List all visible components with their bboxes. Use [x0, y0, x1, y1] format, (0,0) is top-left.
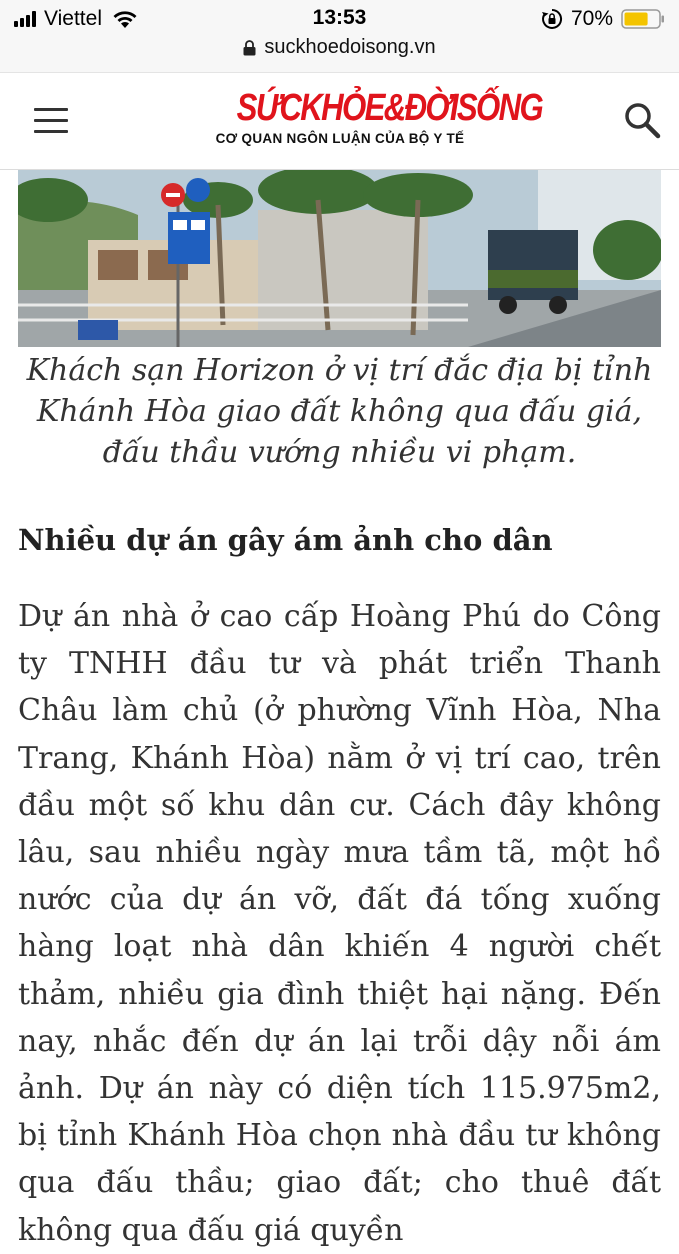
article-subheading: Nhiều dự án gây ám ảnh cho dân — [18, 523, 553, 557]
battery-percent: 70% — [570, 7, 613, 30]
padlock-icon — [243, 40, 256, 56]
address-bar[interactable] — [0, 36, 679, 59]
article-photo — [18, 170, 661, 347]
status-right — [541, 6, 665, 32]
url-text: suckhoedoisong.vn — [264, 36, 436, 58]
rotation-lock-icon — [541, 8, 563, 30]
article-paragraph: Dự án nhà ở cao cấp Hoàng Phú do Công ty TNHH đầu tư và phát triển Thanh Châu làm chủ (ở phường Vĩnh Hòa, Nha Trang, Khánh Hòa) nằm ở vị trí cao, trên đầu một số khu dân cư. Cách đây không lâu, sau nhiều ngày mưa tầm tã, một hồ nước của dự án vỡ, đất đá tống xuống hàng loạt nhà dân khiến 4 người chết thảm, nhiều gia đình thiệt hại nặng. Đến nay, nhắc đến dự án lại trỗi dậy nỗi ám ảnh. Dự án này có diện tích 115.975m2, bị tỉnh Khánh Hòa chọn nhà đầu tư không qua đấu thầu; giao đất; cho thuê đất không qua đấu giá quyền — [18, 599, 661, 1248]
status-time: 13:53 — [312, 6, 367, 29]
logo-name: SỨCKHỎE&ĐỜISỐNG — [236, 87, 543, 129]
photo-caption: Khách sạn Horizon ở vị trí đắc địa bị tỉnh Khánh Hòa giao đất không qua đấu giá, đấu thầu vướng nhiều vi phạm. — [26, 353, 653, 470]
site-logo[interactable] — [214, 87, 543, 159]
search-icon[interactable] — [622, 100, 662, 140]
carrier-name: Viettel — [44, 7, 102, 30]
status-bar — [0, 0, 679, 73]
battery-icon — [621, 9, 665, 29]
logo-tagline: CƠ QUAN NGÔN LUẬN CỦA BỘ Y TẾ — [215, 131, 465, 146]
hamburger-menu-icon[interactable] — [30, 103, 74, 139]
site-header — [0, 73, 679, 170]
